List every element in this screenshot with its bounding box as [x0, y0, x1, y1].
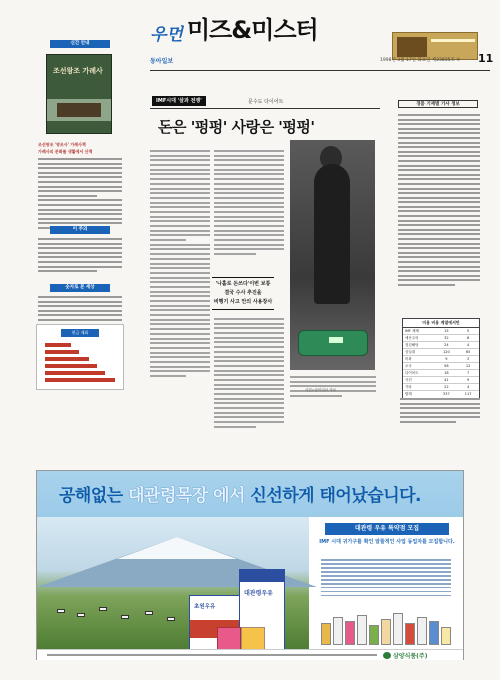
headline: 돈은 '펑펑' 사랑은 '펑펑'	[158, 118, 315, 136]
bar	[45, 350, 79, 354]
right-text	[398, 114, 480, 289]
book-text	[38, 158, 122, 232]
cow-graphic	[99, 607, 107, 611]
cow-graphic	[77, 613, 85, 617]
bar	[45, 371, 105, 375]
numbers-box	[36, 324, 124, 390]
issue-date: 1998년 3월 17일 화요일 제23835호 ④	[380, 58, 461, 63]
table-row: 사건 41 9	[403, 377, 479, 384]
issue-row	[150, 52, 494, 68]
table-row: 미화 9 3	[403, 356, 479, 363]
table-row-total: 합계 337 117	[405, 392, 472, 396]
article-text-col2b	[214, 318, 284, 431]
section-logo	[150, 10, 318, 45]
masthead-rule	[150, 70, 490, 71]
cost-table	[402, 318, 480, 399]
milk-carton-large: 대관령우유	[239, 569, 285, 651]
article-photo	[290, 140, 375, 370]
right-notes	[400, 398, 480, 426]
left-header-3: 숫자로 본 세상	[50, 284, 110, 292]
book-caption-2: 가례사의 문화를 생활에서 산책	[38, 149, 93, 154]
photo-credit: 사진=동아일보 자료	[305, 388, 337, 392]
left-header: 신간 안내	[50, 40, 110, 48]
recruit-text	[321, 559, 451, 599]
banner-note: 문수도 다이어트	[248, 99, 284, 105]
table-row: 다이어트 18 7	[403, 370, 479, 377]
article-text-col1	[150, 150, 210, 380]
ad-headline: 공해없는 대관령목장 에서 신선하게 태어났습니다.	[59, 486, 421, 506]
pull-quote	[212, 275, 274, 312]
numbers-header: 현금 재화	[61, 329, 99, 337]
table-row: 상실대 120 65	[403, 349, 479, 356]
bar	[45, 378, 115, 382]
right-header: 경품 기재별 기사 정보	[398, 100, 478, 108]
cow-graphic	[167, 617, 175, 621]
brand-logo-icon	[383, 652, 391, 659]
milk-carton-small: 초원우유	[189, 595, 241, 659]
ad-pasture-scene	[37, 517, 309, 649]
cow-graphic	[121, 615, 129, 619]
recruit-title: 대관령 우유 특약점 모집	[325, 523, 449, 535]
book-caption-1: 조선왕조 '왕조사' 가례사책	[38, 142, 86, 147]
cow-graphic	[57, 609, 65, 613]
page-number: 11	[478, 52, 494, 65]
bar	[45, 343, 71, 347]
box2-text	[38, 238, 122, 275]
logo-main: 미즈&미스터	[186, 16, 318, 44]
ad-recruitment	[311, 517, 463, 649]
pull-quote-2: 결국 수사 추진을	[224, 290, 262, 296]
story-rule	[150, 108, 380, 109]
book-title: 조선왕조 가례사	[53, 67, 103, 75]
pull-quote-1: '나홀로 돈쓰다'이번 보통	[215, 281, 271, 287]
article-text-col2	[214, 150, 284, 258]
pull-quote-3: 비행기 사고 안의 사용장사	[213, 299, 273, 305]
ad-footer	[37, 649, 463, 660]
product-lineup	[321, 609, 451, 645]
bar	[45, 357, 89, 361]
photo-scale	[298, 330, 368, 356]
table-row: 오곡 56 12	[403, 363, 479, 370]
table-row: 점검해당 24 4	[403, 342, 479, 349]
cow-graphic	[145, 611, 153, 615]
brand-name: 삼양식품(주)	[393, 653, 428, 660]
milk-advertisement	[36, 470, 464, 660]
table-row: IMF 체제 15 5	[403, 328, 479, 335]
banner-tag: IMF시대 '살과 전쟁'	[152, 96, 206, 106]
story-banner	[152, 96, 372, 106]
photo-figure	[314, 164, 350, 304]
right-column	[390, 100, 486, 430]
paper-name: 동아일보	[150, 58, 174, 65]
logo-script: 우먼	[150, 25, 183, 45]
ad-header	[37, 471, 463, 517]
left-header-2: 이 주의	[50, 226, 110, 234]
book-cover	[46, 54, 112, 134]
book-image	[57, 103, 101, 117]
bar	[45, 364, 97, 368]
table-title: 미용 비용 계열에서만	[403, 319, 479, 328]
table-row: 기타 22 4	[403, 384, 479, 391]
recruit-subtitle: IMF 시대 귀가구를 확인 알뜰적인 사업 동업자를 모집합니다.	[319, 539, 455, 545]
table-row: 예산주의 32 8	[403, 335, 479, 342]
